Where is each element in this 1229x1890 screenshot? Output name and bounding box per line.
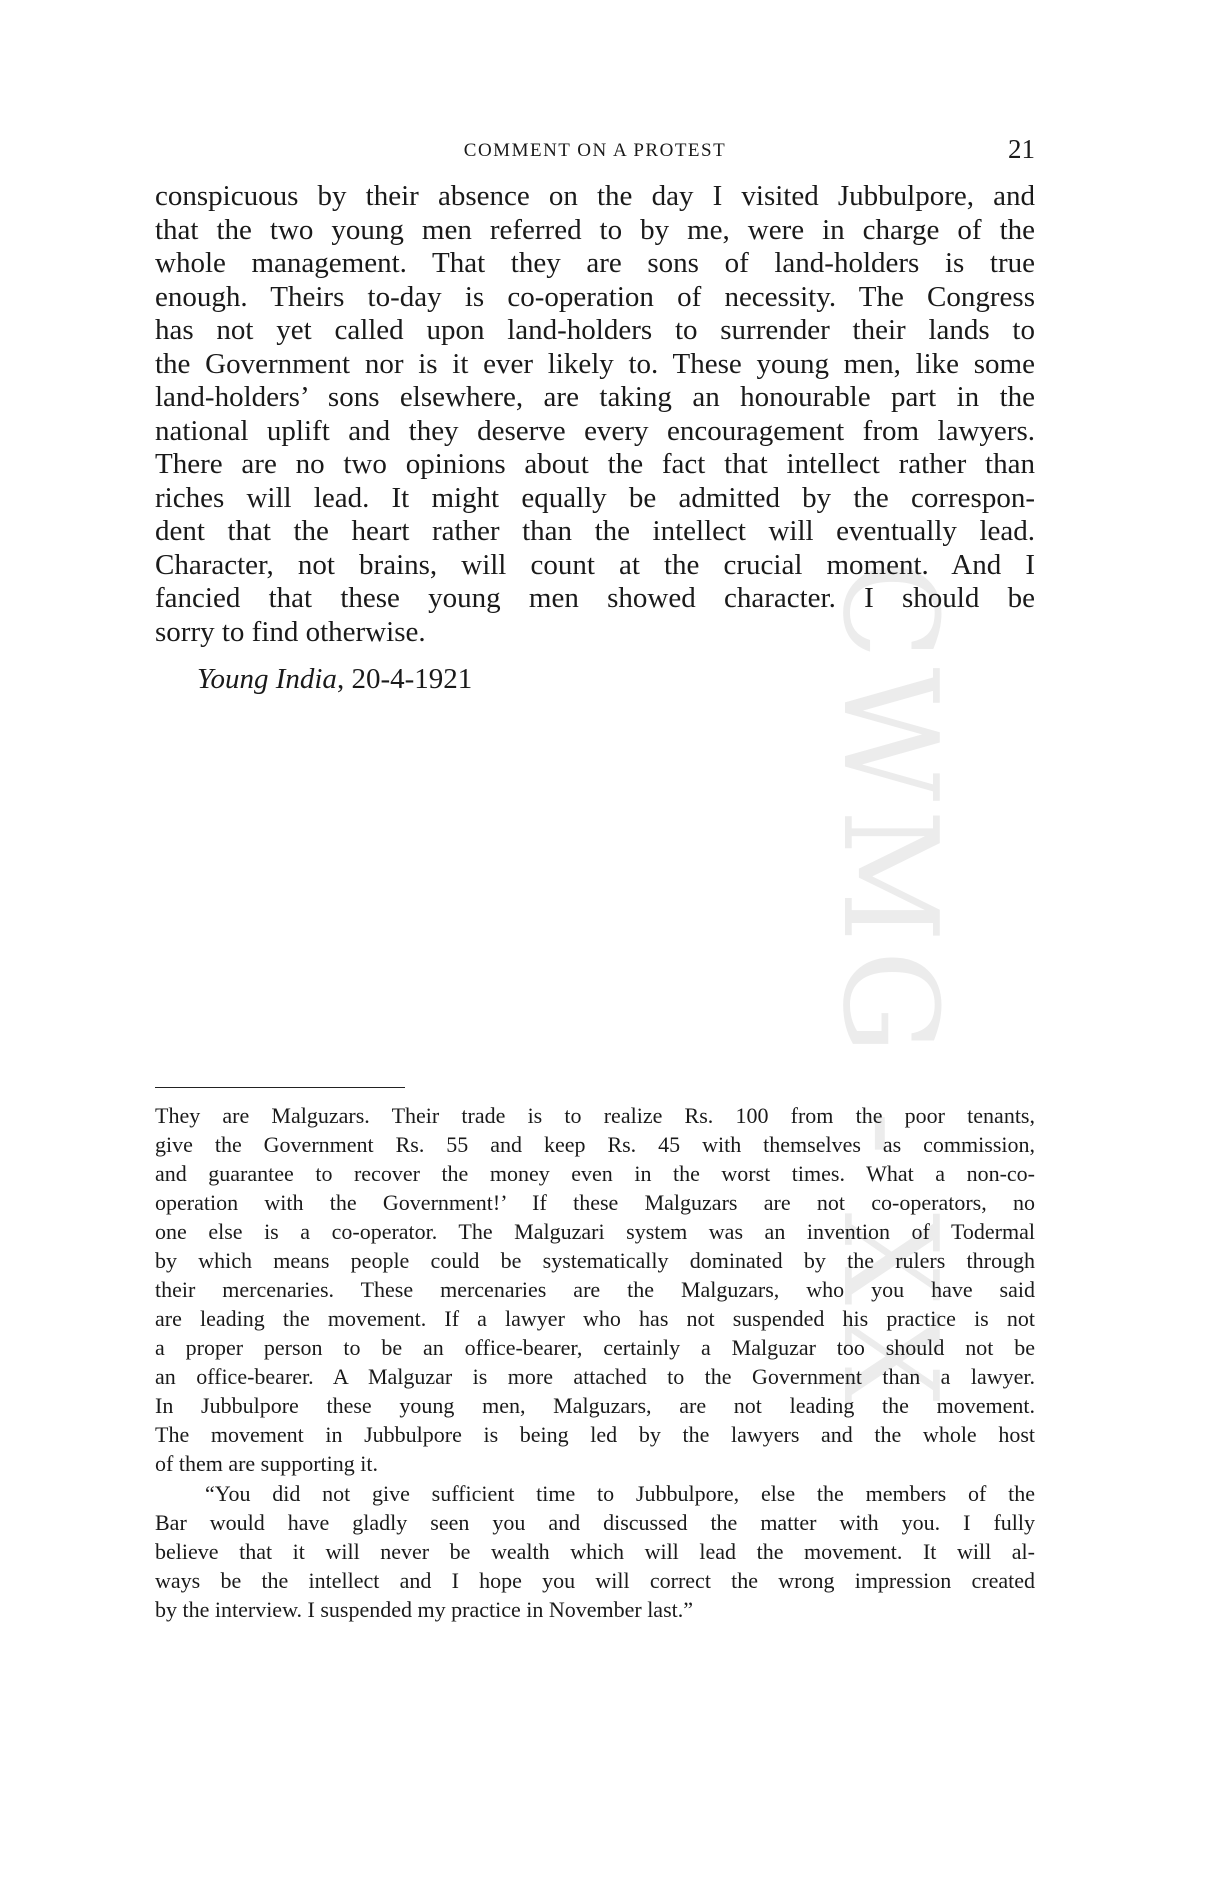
- body-line: fancied that these young men showed character. I should be: [155, 582, 1035, 614]
- watermark: CWMG - XX: [814, 560, 966, 1414]
- footnote-line: believe that it will never be wealth which will lead the movement. It will al-: [155, 1539, 1035, 1564]
- footnote-paragraph: [155, 1101, 1035, 1478]
- body-line: dent that the heart rather than the intellect will eventually lead.: [155, 515, 1035, 547]
- page-header: [155, 134, 1035, 174]
- footnote-line: and guarantee to recover the money even in the worst times. What a non-co-: [155, 1161, 1035, 1186]
- footnote-line: ways be the intellect and I hope you will correct the wrong impression created: [155, 1568, 1035, 1593]
- footnote-line: one else is a co-operator. The Malguzari system was an invention of Todermal: [155, 1219, 1035, 1244]
- footnote-line: give the Government Rs. 55 and keep Rs. 45 with themselves as commission,: [155, 1132, 1035, 1157]
- footnote-line: The movement in Jubbulpore is being led by the lawyers and the whole host: [155, 1422, 1035, 1447]
- footnote-line: Bar would have gladly seen you and discussed the matter with you. I fully: [155, 1510, 1035, 1535]
- body-line: conspicuous by their absence on the day I visited Jubbulpore, and: [155, 180, 1035, 212]
- body-paragraph: [155, 180, 1035, 649]
- body-line: whole management. That they are sons of land-holders is true: [155, 247, 1035, 279]
- body-line: has not yet called upon land-holders to surrender their lands to: [155, 314, 1035, 346]
- source-publication: Young India: [197, 663, 337, 695]
- body-line: national uplift and they deserve every encouragement from lawyers.: [155, 414, 1035, 447]
- running-head: COMMENT ON A PROTEST: [463, 140, 727, 161]
- source-date: , 20-4-1921: [336, 663, 473, 695]
- body-line: that the two young men referred to by me, were in charge of the: [155, 213, 1035, 246]
- footnote-line: operation with the Government!’ If these Malguzars are not co-operators, no: [155, 1190, 1035, 1215]
- footnote-paragraph: [155, 1479, 1035, 1624]
- footnote-line: of them are supporting it.: [155, 1451, 379, 1476]
- page-number: 21: [1008, 134, 1035, 164]
- body-line: Character, not brains, will count at the crucial moment. And I: [155, 548, 1035, 581]
- footnote-line: In Jubbulpore these young men, Malguzars, are not leading the movement.: [155, 1393, 1035, 1418]
- footnote-line: an office-bearer. A Malguzar is more attached to the Government than a lawyer.: [155, 1364, 1035, 1389]
- body-line: the Government nor is it ever likely to. These young men, like some: [155, 347, 1035, 380]
- footnote-line: are leading the movement. If a lawyer who has not suspended his practice is not: [155, 1306, 1035, 1331]
- body-line: riches will lead. It might equally be admitted by the correspon-: [155, 481, 1035, 514]
- footnote-line: by the interview. I suspended my practice in November last.”: [155, 1597, 694, 1622]
- body-line: enough. Theirs to-day is co-operation of necessity. The Congress: [155, 280, 1035, 313]
- body-line: sorry to find otherwise.: [155, 615, 426, 648]
- footnote-line: They are Malguzars. Their trade is to realize Rs. 100 from the poor tenants,: [155, 1103, 1035, 1128]
- footnote-line: a proper person to be an office-bearer, certainly a Malguzar too should not be: [155, 1335, 1035, 1360]
- footnote-line: “You did not give sufficient time to Jubbulpore, else the members of the: [205, 1481, 1035, 1506]
- footnote-line: by which means people could be systematically dominated by the rulers through: [155, 1248, 1035, 1273]
- body-line: land-holders’ sons elsewhere, are taking an honourable part in the: [155, 381, 1035, 413]
- body-line: There are no two opinions about the fact that intellect rather than: [155, 448, 1035, 480]
- footnote-rule: [155, 1087, 405, 1088]
- source-citation: [197, 663, 472, 696]
- footnote-line: their mercenaries. These mercenaries are the Malguzars, who you have said: [155, 1277, 1035, 1302]
